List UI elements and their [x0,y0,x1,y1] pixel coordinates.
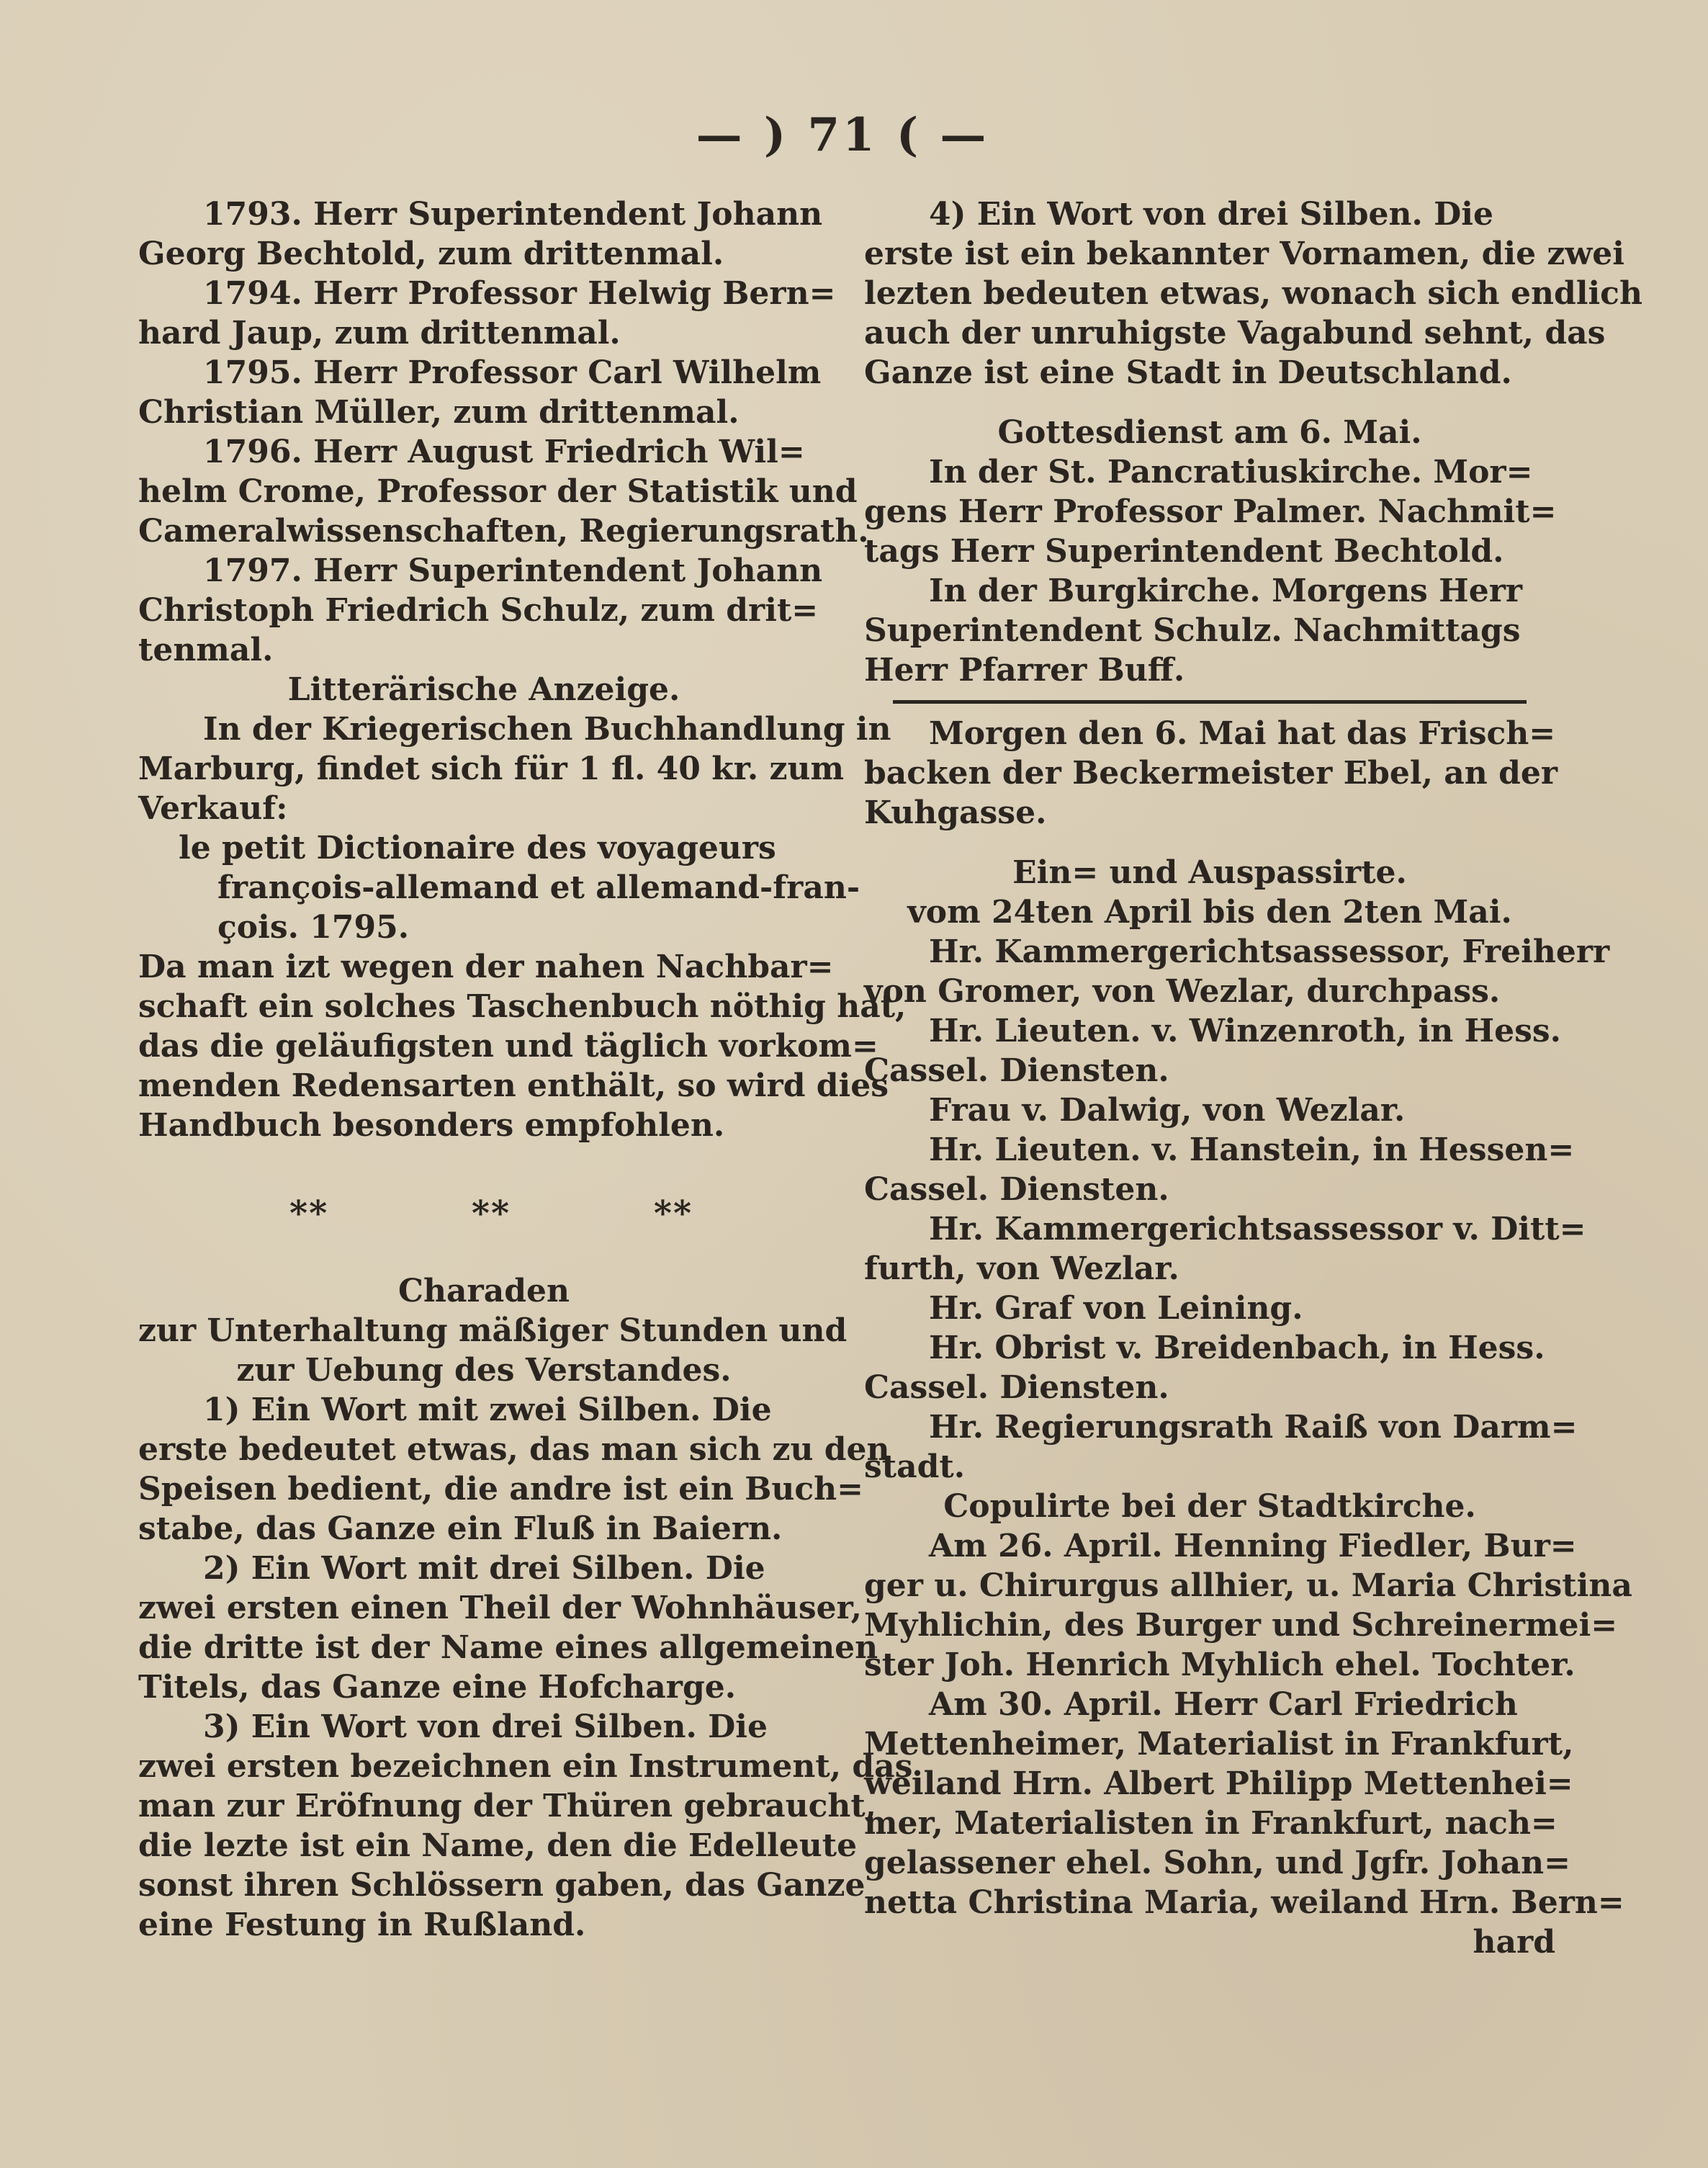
text-line: schaft ein solches Taschenbuch nöthig hat, [138,988,907,1025]
text-line: Kuhgasse. [864,794,1047,831]
asterism-2: ** [471,1193,511,1234]
text-line: le petit Dictionaire des voyageurs [179,830,776,866]
text-line: stabe, das Ganze ein Fluß in Baiern. [138,1510,783,1547]
text-line: eine Festung in Rußland. [138,1907,586,1943]
text-line: von Gromer, von Wezlar, durchpass. [864,973,1501,1010]
left-text-block-2 [138,1271,913,1945]
text-line: mer, Materialisten in Frankfurt, nach= [864,1805,1558,1842]
text-line: 1793. Herr Superintendent Johann [203,196,823,233]
text-line: zur Uebung des Verstandes. [236,1352,732,1389]
text-line: furth, von Wezlar. [864,1250,1179,1287]
text-line: tenmal. [138,632,274,668]
text-line: françois-allemand et allemand-fran- [217,869,860,906]
text-line: netta Christina Maria, weiland Hrn. Bern= [864,1884,1624,1921]
text-line: 1796. Herr August Friedrich Wil= [203,434,805,470]
text-line: çois. 1795. [217,909,410,946]
text-line: Da man izt wegen der nahen Nachbar= [138,949,834,985]
text-line: menden Redensarten enthält, so wird dies [138,1067,889,1104]
text-line: Frau v. Dalwig, von Wezlar. [929,1092,1406,1129]
text-line: 4) Ein Wort von drei Silben. Die [929,196,1493,233]
text-line: Hr. Kammergerichtsassessor, Freiherr [929,933,1610,970]
text-line: Ganze ist eine Stadt in Deutschland. [864,354,1512,391]
text-line: hard [1473,1924,1555,1961]
text-line: Charaden [398,1273,570,1309]
text-line: die dritte ist der Name eines allgemeinen [138,1629,878,1666]
text-line: Cassel. Diensten. [864,1369,1169,1406]
right-text-block-2 [864,714,1632,1962]
text-line: 1) Ein Wort mit zwei Silben. Die [203,1392,772,1428]
text-line: 1797. Herr Superintendent Johann [203,552,823,589]
text-line: man zur Eröfnung der Thüren gebraucht, [138,1788,876,1824]
text-line: backen der Beckermeister Ebel, an der [864,755,1558,792]
text-line: Morgen den 6. Mai hat das Frisch= [929,715,1556,752]
text-line: erste bedeutet etwas, das man sich zu den [138,1431,890,1468]
text-line: gelassener ehel. Sohn, und Jgfr. Johan= [864,1845,1570,1881]
text-line: Am 26. April. Henning Fiedler, Bur= [929,1528,1577,1564]
text-line: In der St. Pancratiuskirche. Mor= [929,454,1533,491]
text-line: tags Herr Superintendent Bechtold. [864,533,1504,570]
right-column [864,194,1642,1962]
asterism-divider [138,1185,830,1242]
text-line: 3) Ein Wort von drei Silben. Die [203,1708,768,1745]
text-line: Litterärische Anzeige. [287,671,680,708]
text-line: vom 24ten April bis den 2ten Mai. [907,894,1512,931]
text-line: Hr. Graf von Leining. [929,1290,1303,1327]
text-line: Marburg, findet sich für 1 fl. 40 kr. zum [138,751,845,787]
asterism-3: ** [653,1193,693,1234]
text-line: Cameralwissenschaften, Regierungsrath. [138,513,869,550]
spacer [864,393,1555,413]
text-line: Herr Pfarrer Buff. [864,652,1185,689]
text-line: 1794. Herr Professor Helwig Bern= [203,275,836,312]
text-line: 1795. Herr Professor Carl Wilhelm [203,354,822,391]
text-line: Am 30. April. Herr Carl Friedrich [929,1686,1518,1723]
text-line: Georg Bechtold, zum drittenmal. [138,236,724,272]
text-line: Hr. Kammergerichtsassessor v. Ditt= [929,1211,1586,1248]
text-line: die lezte ist ein Name, den die Edelleute [138,1827,858,1864]
text-line: Christoph Friedrich Schulz, zum drit= [138,592,819,629]
text-line: Superintendent Schulz. Nachmittags [864,612,1521,649]
spacer [864,833,1555,853]
text-line: Hr. Obrist v. Breidenbach, in Hess. [929,1330,1545,1366]
right-text-block-1 [864,194,1642,690]
text-line: Myhlichin, des Burger und Schreinermei= [864,1607,1618,1644]
text-line: zwei ersten einen Theil der Wohnhäuser, [138,1590,862,1626]
text-line: sonst ihren Schlössern gaben, das Ganze [138,1867,866,1904]
text-line: das die geläufigsten und täglich vorkom= [138,1028,878,1065]
text-line: auch der unruhigste Vagabund sehnt, das [864,315,1606,351]
text-line: Titels, das Ganze eine Hofcharge. [138,1669,737,1706]
text-line: In der Kriegerischen Buchhandlung in [203,711,891,748]
text-line: Cassel. Diensten. [864,1052,1169,1089]
horizontal-rule [893,700,1527,704]
text-line: weiland Hrn. Albert Philipp Mettenhei= [864,1765,1573,1802]
asterism-1: ** [289,1193,329,1234]
text-line: Mettenheimer, Materialist in Frankfurt, [864,1726,1574,1762]
text-line: Christian Müller, zum drittenmal. [138,394,740,431]
text-line: Verkauf: [138,790,288,827]
text-line: hard Jaup, zum drittenmal. [138,315,621,351]
text-line: Handbuch besonders empfohlen. [138,1107,725,1144]
text-line: erste ist ein bekannter Vornamen, die zwei [864,236,1624,272]
page-number: — ) 71 ( — [696,108,989,162]
left-column [138,194,913,1945]
text-line: Cassel. Diensten. [864,1171,1169,1208]
text-line: Hr. Lieuten. v. Hanstein, in Hessen= [929,1132,1575,1168]
text-line: Ein= und Auspassirte. [1012,854,1407,891]
text-line: lezten bedeuten etwas, wonach sich endlich [864,275,1642,312]
text-line: zwei ersten bezeichnen ein Instrument, das [138,1748,913,1785]
text-line: ger u. Chirurgus allhier, u. Maria Christina [864,1567,1632,1604]
text-line: Speisen bedient, die andre ist ein Buch= [138,1471,864,1508]
text-line: Copulirte bei der Stadtkirche. [943,1488,1476,1525]
text-line: Hr. Lieuten. v. Winzenroth, in Hess. [929,1013,1561,1049]
text-line: Hr. Regierungsrath Raiß von Darm= [929,1409,1578,1446]
text-line: stadt. [864,1448,966,1485]
text-line: In der Burgkirche. Morgens Herr [929,573,1523,609]
text-line: Gottesdienst am 6. Mai. [997,414,1422,451]
left-text-block-1 [138,194,907,1145]
text-line: ster Joh. Henrich Myhlich ehel. Tochter. [864,1647,1576,1683]
text-line: 2) Ein Wort mit drei Silben. Die [203,1550,765,1587]
text-line: gens Herr Professor Palmer. Nachmit= [864,493,1557,530]
text-line: helm Crome, Professor der Statistik und [138,473,858,510]
text-line: zur Unterhaltung mäßiger Stunden und [138,1312,848,1349]
